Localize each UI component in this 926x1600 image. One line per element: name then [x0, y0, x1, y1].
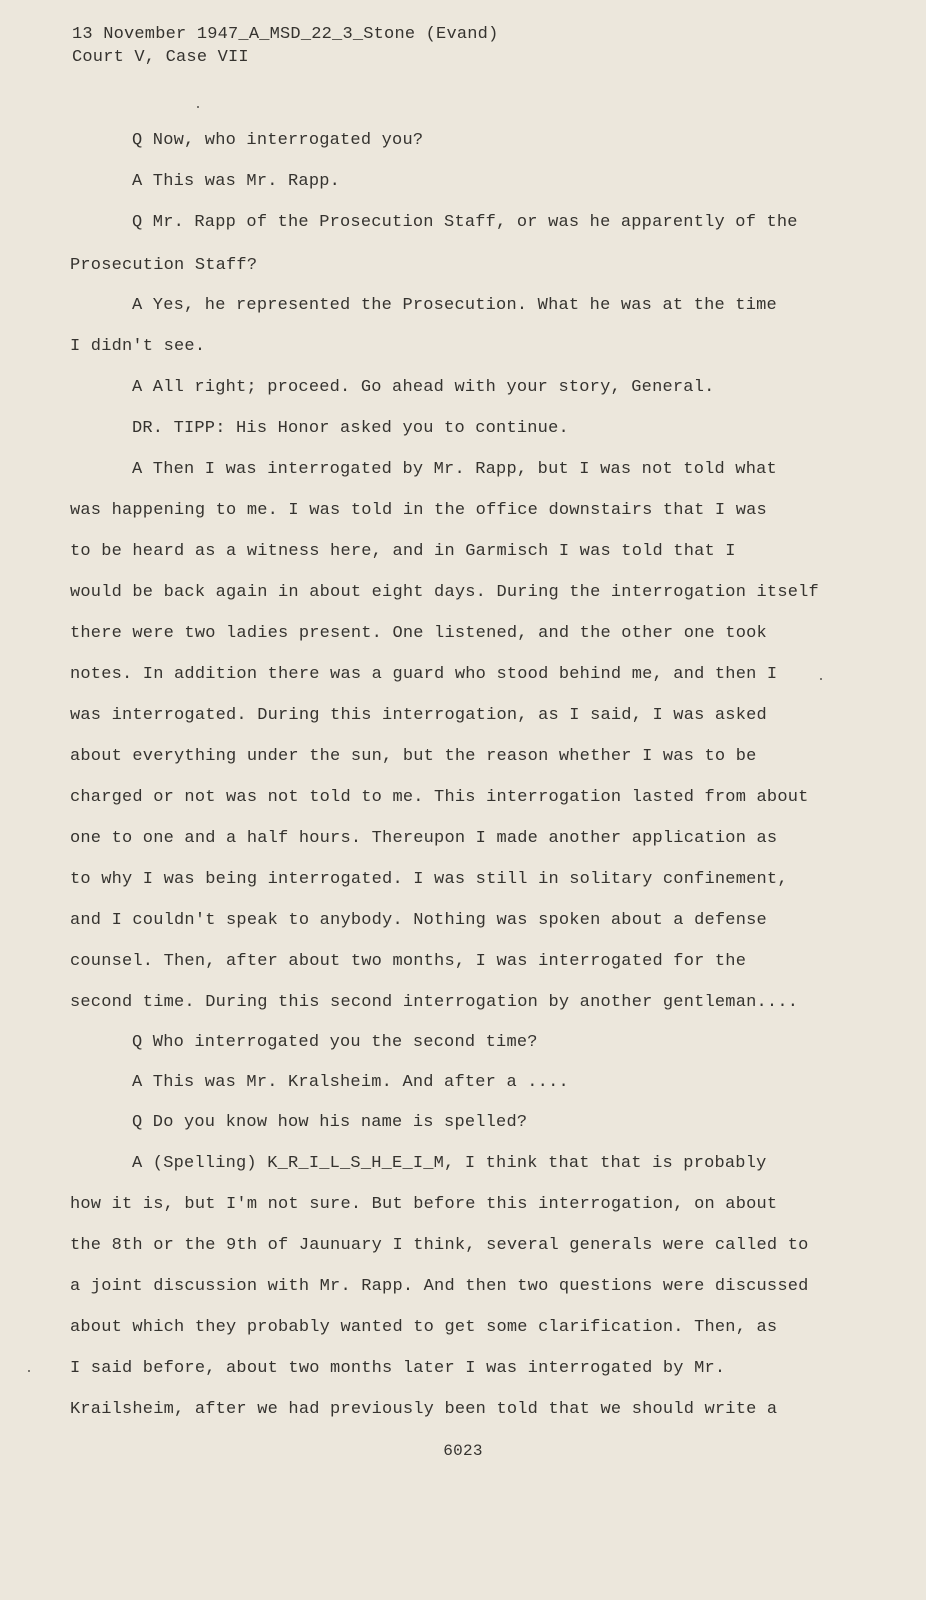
body-line: Prosecution Staff? — [70, 256, 258, 275]
body-line: I said before, about two months later I was interrogated by Mr. — [70, 1359, 726, 1378]
body-line: Q Who interrogated you the second time? — [132, 1033, 538, 1052]
body-line: Krailsheim, after we had previously been told that we should write a — [70, 1400, 778, 1419]
body-line: to why I was being interrogated. I was still in solitary confinement, — [70, 870, 788, 889]
body-line: was interrogated. During this interrogation, as I said, I was asked — [70, 706, 767, 725]
body-line: A This was Mr. Kralsheim. And after a .... — [132, 1073, 569, 1092]
body-line: about which they probably wanted to get some clarification. Then, as — [70, 1318, 778, 1337]
body-line: one to one and a half hours. Thereupon I made another application as — [70, 829, 778, 848]
body-line: Q Now, who interrogated you? — [132, 131, 424, 150]
body-line: A Yes, he represented the Prosecution. What he was at the time — [132, 296, 777, 315]
header-line-1: 13 November 1947_A_MSD_22_3_Stone (Evand) — [72, 25, 499, 44]
body-line: counsel. Then, after about two months, I was interrogated for the — [70, 952, 747, 971]
body-line: I didn't see. — [70, 337, 206, 356]
body-line: a joint discussion with Mr. Rapp. And then two questions were discussed — [70, 1277, 809, 1296]
body-line: Q Mr. Rapp of the Prosecution Staff, or was he apparently of the — [132, 213, 798, 232]
body-line: A All right; proceed. Go ahead with your story, General. — [132, 378, 715, 397]
body-line: to be heard as a witness here, and in Garmisch I was told that I — [70, 542, 736, 561]
page-number: 6023 — [443, 1442, 483, 1460]
body-line: DR. TIPP: His Honor asked you to continue. — [132, 419, 569, 438]
header-line-2: Court V, Case VII — [72, 48, 249, 67]
body-line: there were two ladies present. One listened, and the other one took — [70, 624, 767, 643]
body-line: Q Do you know how his name is spelled? — [132, 1113, 528, 1132]
body-line: second time. During this second interrogation by another gentleman.... — [70, 993, 799, 1012]
body-line: A Then I was interrogated by Mr. Rapp, but I was not told what — [132, 460, 777, 479]
paper-speck — [28, 1370, 30, 1372]
paper-speck — [197, 106, 199, 108]
body-line: was happening to me. I was told in the office downstairs that I was — [70, 501, 767, 520]
body-line: the 8th or the 9th of Jaunuary I think, several generals were called to — [70, 1236, 809, 1255]
body-line: about everything under the sun, but the reason whether I was to be — [70, 747, 757, 766]
body-line: A This was Mr. Rapp. — [132, 172, 341, 191]
body-line: A (Spelling) K_R_I_L_S_H_E_I_M, I think that that is probably — [132, 1154, 767, 1173]
body-line: how it is, but I'm not sure. But before this interrogation, on about — [70, 1195, 778, 1214]
body-line: would be back again in about eight days. During the interrogation itself — [70, 583, 819, 602]
body-line: notes. In addition there was a guard who stood behind me, and then I — [70, 665, 778, 684]
body-line: and I couldn't speak to anybody. Nothing was spoken about a defense — [70, 911, 767, 930]
paper-speck — [820, 678, 822, 680]
body-line: charged or not was not told to me. This interrogation lasted from about — [70, 788, 809, 807]
